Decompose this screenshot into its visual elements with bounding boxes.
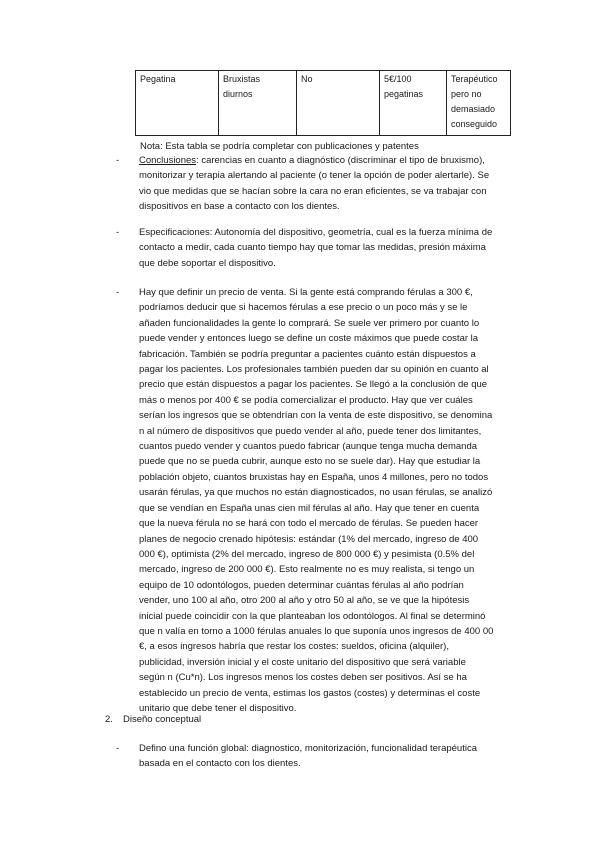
table-cell: Bruxistas diurnos bbox=[219, 71, 297, 136]
list-item-especificaciones bbox=[118, 225, 494, 271]
bullet-marker: - bbox=[116, 227, 120, 238]
table-cell: 5€/100 pegatinas bbox=[380, 71, 447, 136]
bullet-marker: - bbox=[116, 743, 120, 754]
section-number: 2. bbox=[105, 714, 113, 725]
table-cell: Terapéutico pero no demasiado conseguido bbox=[447, 71, 511, 136]
bullet-marker: - bbox=[116, 155, 120, 166]
comparison-table bbox=[135, 70, 511, 136]
conclusiones-text: : carencias en cuanto a diagnóstico (discriminar el tipo de bruxismo), monitorizar y terapia alertando al paciente (o tener la opción de poder alertarle). Se vio que medidas que se hacían sobre la cara no eran eficientes, se va trabajar con dispositivos en base a contacto con los dientes. bbox=[139, 155, 490, 213]
list-item-text: Hay que definir un precio de venta. Si la gente está comprando férulas a 300 €, podríamos deducir que si hacemos férulas a ese precio o un poco más y se le añaden funcionalidades la gente lo comprará. Se suele ver primero por cuanto lo puede vender y entonces luego se define un coste máximos que puede costar la fabricación. También se podría preguntar a pacientes cuánto están dispuestos a pagar los pacientes. Los profesionales también pueden dar su opinión en cuanto al precio que están dispuestos a pagar los pacientes. Se llegó a la conclusión de que más o menos por 400 € se podía comercializar el producto. Hay que ver cuáles serían los ingresos que se obtendrían con la venta de este dispositivo, se denomina n al número de dispositivos que puedo vender al año, puede tener dos limitantes, cuantos puedo vender y cuantos puedo fabricar (aunque tenga mucha demanda puede que no se pueda cubrir, aunque esto no se suele dar). Hay que estudiar la población objeto, cuantos bruxistas hay en España, unos 4 millones, pero no todos usarán férulas, ya que muchos no están diagnosticados, no usan férulas, se analizó que se vendían en España unas cien mil férulas al año. Hay que tener en cuenta que la nueva férula no se hará con todo el mercado de férulas. Se pueden hacer planes de negocio crenado hipótesis: estándar (1% del mercado, ingreso de 400 000 €), optimista (2% del mercado, ingreso de 800 000 €) y pesimista (0.5% del mercado, ingreso de 200 000 €). Esto realmente no es muy realista, si tengo un equipo de 10 odontólogos, pueden determinar cuántas férulas al año podrían vender, uno 100 al año, otro 200 al año y otro 50 al año, se ve que la hipótesis inicial puede coincidir con la que planteaban los odontólogos. Al final se determinó que n valía en torno a 1000 férulas anuales lo que suponía unos ingresos de 400 00 €, a esos ingresos habría que restar los costes: sueldos, oficina (alquiler), publicidad, inversión inicial y el coste unitario del dispositivo que será variable según n (Cu*n). Los ingresos menos los costes deben ser positivos. Así se ha establecido un precio de venta, estimas los gastos (costes) y determinas el coste unitario que debe tener el dispositivo. bbox=[139, 287, 494, 714]
list-item-conclusiones bbox=[118, 153, 494, 215]
bullet-marker: - bbox=[116, 287, 120, 298]
table-row bbox=[136, 71, 511, 136]
table-cell: No bbox=[297, 71, 380, 136]
conclusiones-label: Conclusiones bbox=[139, 155, 197, 166]
table-note: Nota: Esta tabla se podría completar con publicaciones y patentes bbox=[140, 141, 419, 152]
section-title: Diseño conceptual bbox=[123, 714, 202, 725]
list-item-text: Especificaciones: Autonomía del dispositivo, geometría, cual es la fuerza mínima de contacto a medir, cada cuanto tiempo hay que tomar las medidas, presión máxima que debe soportar el dispositivo. bbox=[139, 227, 493, 269]
list-item-text: Defino una función global: diagnostico, monitorización, funcionalidad terapéutica basada en el contacto con los dientes. bbox=[139, 743, 477, 770]
section-heading bbox=[105, 713, 201, 727]
list-item-funcion-global bbox=[118, 741, 494, 772]
table-cell: Pegatina bbox=[136, 71, 219, 136]
list-item-text bbox=[139, 153, 494, 215]
list-item-precio-venta bbox=[118, 285, 494, 716]
